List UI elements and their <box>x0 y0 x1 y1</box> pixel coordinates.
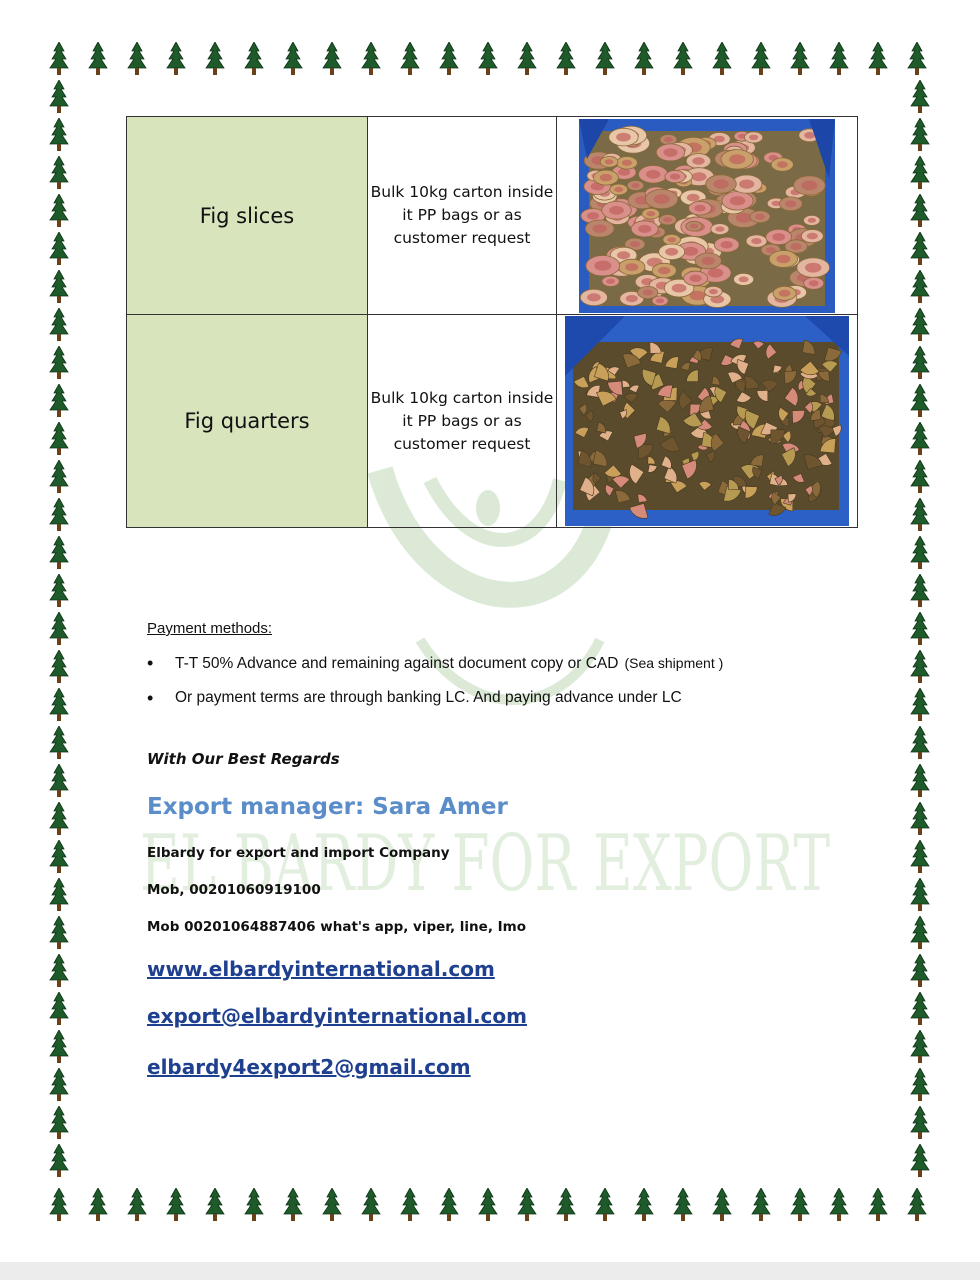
tree-icon <box>910 536 930 570</box>
tree-icon <box>283 42 303 76</box>
tree-icon <box>49 118 69 152</box>
tree-icon <box>910 80 930 114</box>
tree-icon <box>868 1188 888 1222</box>
tree-icon <box>910 1030 930 1064</box>
email-link[interactable]: export@elbardyinternational.com <box>147 1004 527 1028</box>
tree-icon <box>49 232 69 266</box>
payment-item-text: T-T 50% Advance and remaining against document copy or CAD <box>175 655 619 672</box>
tree-icon <box>712 1188 732 1222</box>
tree-icon <box>907 1188 927 1222</box>
tree-icon <box>244 1188 264 1222</box>
tree-icon <box>910 574 930 608</box>
tree-icon <box>829 1188 849 1222</box>
tree-icon <box>400 42 420 76</box>
tree-icon <box>910 726 930 760</box>
tree-icon <box>868 42 888 76</box>
list-item <box>147 650 723 685</box>
product-table <box>126 116 858 528</box>
tree-icon <box>910 498 930 532</box>
tree-icon <box>88 1188 108 1222</box>
tree-icon <box>910 1068 930 1102</box>
tree-icon <box>400 1188 420 1222</box>
tree-icon <box>127 42 147 76</box>
fig-quarters-image <box>565 316 849 526</box>
mobile-number: Mob, 00201060919100 <box>147 882 321 898</box>
tree-icon <box>49 612 69 646</box>
fig-slices-image <box>579 119 835 313</box>
tree-icon <box>910 460 930 494</box>
tree-icon <box>910 118 930 152</box>
tree-icon <box>88 42 108 76</box>
tree-icon <box>49 194 69 228</box>
tree-icon <box>673 1188 693 1222</box>
tree-icon <box>517 42 537 76</box>
tree-icon <box>634 42 654 76</box>
tree-icon <box>910 232 930 266</box>
tree-icon <box>910 764 930 798</box>
tree-icon <box>910 992 930 1026</box>
tree-icon <box>322 42 342 76</box>
tree-icon <box>751 42 771 76</box>
payment-item-text: Or payment terms are through banking LC. And paying advance under LC <box>175 689 682 706</box>
tree-icon <box>910 802 930 836</box>
mobile-number-apps: Mob 00201064887406 what's app, viper, line, Imo <box>147 919 527 935</box>
tree-icon <box>49 1068 69 1102</box>
tree-icon <box>790 42 810 76</box>
packaging-text: Bulk 10kg carton inside it PP bags or as customer request <box>368 315 557 528</box>
tree-icon <box>49 1188 69 1222</box>
tree-icon <box>49 1144 69 1178</box>
tree-icon <box>910 194 930 228</box>
tree-icon <box>49 916 69 950</box>
list-item <box>147 685 723 720</box>
tree-icon <box>907 42 927 76</box>
tree-icon <box>49 878 69 912</box>
tree-icon <box>49 764 69 798</box>
regards-text: With Our Best Regards <box>147 750 340 768</box>
tree-icon <box>910 308 930 342</box>
tree-icon <box>49 840 69 874</box>
tree-icon <box>829 42 849 76</box>
tree-icon <box>910 156 930 190</box>
table-row <box>127 315 858 528</box>
tree-icon <box>910 422 930 456</box>
watermark-text: EL BARDY FOR EXPORT <box>140 819 830 909</box>
fig-quarters-photo <box>557 315 858 528</box>
tree-icon <box>361 42 381 76</box>
gmail-link[interactable]: elbardy4export2@gmail.com <box>147 1055 471 1079</box>
tree-icon <box>910 878 930 912</box>
company-name: Elbardy for export and import Company <box>147 845 450 861</box>
tree-icon <box>910 612 930 646</box>
tree-icon <box>49 346 69 380</box>
fig-slices-photo <box>557 117 858 315</box>
tree-icon <box>49 384 69 418</box>
tree-icon <box>910 688 930 722</box>
tree-icon <box>910 840 930 874</box>
tree-icon <box>244 42 264 76</box>
tree-icon <box>910 1144 930 1178</box>
tree-icon <box>712 42 732 76</box>
tree-icon <box>49 802 69 836</box>
product-name: Fig slices <box>127 117 368 315</box>
tree-icon <box>49 1106 69 1140</box>
product-name: Fig quarters <box>127 315 368 528</box>
tree-icon <box>556 1188 576 1222</box>
tree-icon <box>49 422 69 456</box>
website-link[interactable]: www.elbardyinternational.com <box>147 957 495 981</box>
tree-icon <box>49 1030 69 1064</box>
tree-icon <box>283 1188 303 1222</box>
tree-icon <box>166 42 186 76</box>
tree-icon <box>634 1188 654 1222</box>
tree-icon <box>595 42 615 76</box>
tree-icon <box>49 80 69 114</box>
payment-list <box>147 650 723 720</box>
tree-icon <box>910 346 930 380</box>
tree-icon <box>49 270 69 304</box>
tree-icon <box>49 536 69 570</box>
tree-icon <box>751 1188 771 1222</box>
tree-icon <box>49 156 69 190</box>
table-row <box>127 117 858 315</box>
tree-icon <box>910 384 930 418</box>
tree-icon <box>49 574 69 608</box>
tree-icon <box>361 1188 381 1222</box>
tree-icon <box>673 42 693 76</box>
tree-icon <box>478 1188 498 1222</box>
tree-icon <box>439 42 459 76</box>
tree-icon <box>166 1188 186 1222</box>
tree-icon <box>49 726 69 760</box>
tree-icon <box>556 42 576 76</box>
tree-icon <box>127 1188 147 1222</box>
payment-item-note: (Sea shipment ) <box>624 655 724 671</box>
tree-icon <box>790 1188 810 1222</box>
tree-icon <box>322 1188 342 1222</box>
tree-icon <box>49 992 69 1026</box>
tree-icon <box>910 270 930 304</box>
packaging-text: Bulk 10kg carton inside it PP bags or as customer request <box>368 117 557 315</box>
tree-icon <box>517 1188 537 1222</box>
tree-icon <box>49 688 69 722</box>
tree-icon <box>595 1188 615 1222</box>
tree-icon <box>910 650 930 684</box>
tree-icon <box>439 1188 459 1222</box>
tree-icon <box>49 308 69 342</box>
tree-icon <box>910 1106 930 1140</box>
tree-icon <box>49 460 69 494</box>
payment-heading: Payment methods: <box>147 620 273 637</box>
tree-icon <box>49 42 69 76</box>
tree-icon <box>49 954 69 988</box>
tree-icon <box>910 954 930 988</box>
tree-icon <box>49 650 69 684</box>
tree-icon <box>205 42 225 76</box>
tree-icon <box>205 1188 225 1222</box>
tree-icon <box>49 498 69 532</box>
tree-icon <box>910 916 930 950</box>
tree-icon <box>478 42 498 76</box>
manager-name: Export manager: Sara Amer <box>147 794 508 820</box>
